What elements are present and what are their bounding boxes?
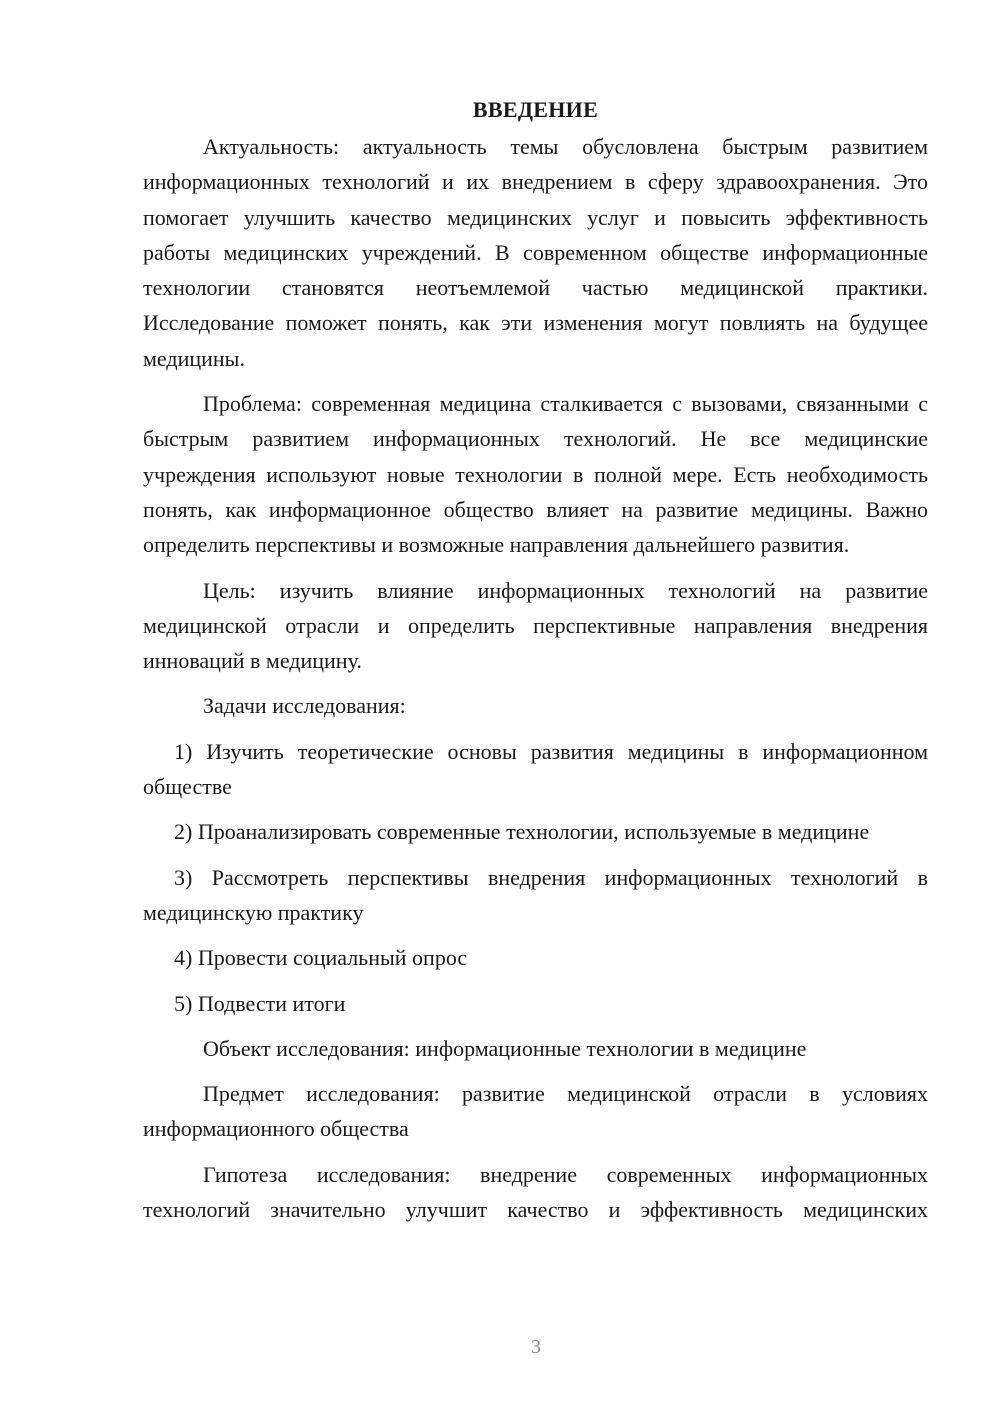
object-paragraph: Объект исследования: информационные технологии в медицине bbox=[203, 1035, 807, 1061]
relevance-paragraph: Актуальность: актуальность темы обусловлена быстрым развитием информационных технологий и их внедрением в сферу здравоохранения. Это помогает улучшить качество медицинских услуг и повысить эффективность работы медицинских учреждений. В современном обществе информационные технологии становятся неотъемлемой частью медицинской практики. Исследование поможет понять, как эти изменения могут повлиять на будущее медицины. bbox=[143, 134, 928, 371]
task-item: 3) Рассмотреть перспективы внедрения информационных технологий в медицинскую практику bbox=[143, 864, 928, 925]
goal-paragraph: Цель: изучить влияние информационных технологий на развитие медицинской отрасли и определить перспективные направления внедрения инноваций в медицину. bbox=[143, 577, 928, 674]
document-page bbox=[143, 95, 928, 1227]
task-item: 1) Изучить теоретические основы развития медицины в информационном обществе bbox=[143, 738, 928, 800]
task-item: 4) Провести социальный опрос bbox=[174, 945, 468, 971]
page-number: 3 bbox=[531, 1336, 541, 1358]
problem-paragraph: Проблема: современная медицина сталкивается с вызовами, связанными с быстрым развитием информационных технологий. Не все медицинские учреждения используют новые технологии в полной мере. Есть необходимость понять, как информационное общество влияет на развитие медицины. Важно определить перспективы и возможные направления дальнейшего развития. bbox=[143, 391, 928, 558]
section-title: ВВЕДЕНИЕ bbox=[472, 97, 599, 122]
hypothesis-paragraph: Гипотеза исследования: внедрение современных информационных технологий значительно улучшит качество и эффективность медицинских bbox=[143, 1161, 928, 1223]
task-item: 5) Подвести итоги bbox=[174, 990, 346, 1016]
tasks-heading: Задачи исследования: bbox=[203, 693, 406, 719]
task-item: 2) Проанализировать современные технологии, используемые в медицине bbox=[174, 819, 870, 845]
subject-paragraph: Предмет исследования: развитие медицинской отрасли в условиях информационного общества bbox=[143, 1081, 928, 1142]
